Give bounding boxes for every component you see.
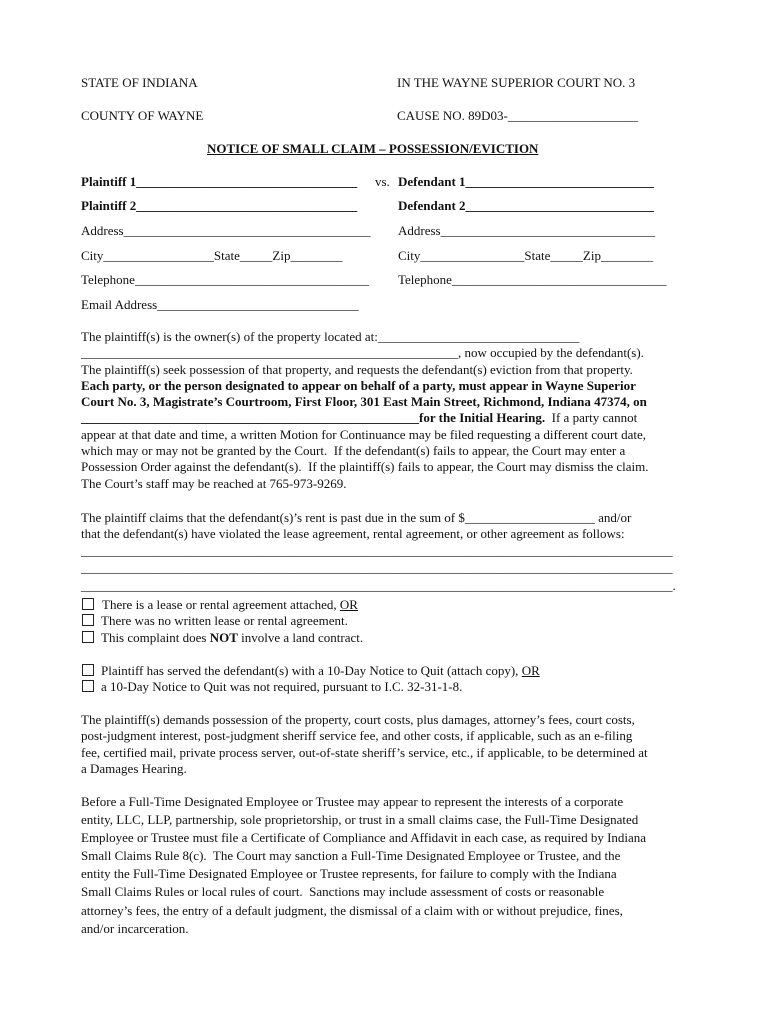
designated-line: and/or incarceration. [81,920,189,936]
continuance-line: appear at that date and time, a written Motion for Continuance may be filed requesting a different court date, [81,426,647,442]
rent-line: that the defendant(s) have violated the lease agreement, rental agreement, or other agreement as follows: [81,526,625,542]
form-title: NOTICE OF SMALL CLAIM – POSSESSION/EVICTION [207,141,539,156]
defendant-telephone-field[interactable]: Telephone_________________________________ [398,272,667,287]
damages-line: a Damages Hearing. [81,760,187,776]
state-label: STATE OF INDIANA [81,75,198,90]
notice-not-required-label: a 10-Day Notice to Quit was not required, pursuant to I.C. 32-31-1-8. [101,679,463,694]
damages-line: fee, certified mail, private process server, out-of-state sheriff’s service, etc., if applicable, to be determined at [81,744,648,760]
cause-number-field[interactable]: CAUSE NO. 89D03-____________________ [397,108,638,123]
designated-line: Before a Full-Time Designated Employee or Trustee may appear to represent the interests of a corporate [81,794,624,809]
defendant-city-field[interactable]: City________________State_____Zip________ [398,248,653,263]
plaintiff2-field[interactable]: Plaintiff 2__________________________________ [81,198,358,213]
designated-line: Employee or Trustee must file a Certificate of Compliance and Affidavit in each case, as required by Indiana [81,830,647,846]
violation-blank-line[interactable]: ___________________________________________________________________________________________. [81,577,676,593]
continuance-line: Possession Order against the defendant(s). If the plaintiff(s) fails to appear, the Court may dismiss the claim. [81,459,649,475]
property-line[interactable]: __________________________________________________________, now occupied by the defendant(s). [81,345,644,361]
hearing-date-field[interactable]: ____________________________________________________for the Initial Hearing. [81,410,546,426]
damages-line: post-judgment interest, post-judgment sheriff service fee, and other costs, if applicable, such as an e-filing [81,728,633,744]
plaintiff1-field[interactable]: Plaintiff 1__________________________________ [81,174,358,189]
lease-attached-checkbox[interactable] [82,598,94,610]
notice-not-required-checkbox[interactable] [82,680,94,692]
violation-blank-line[interactable]: ___________________________________________________________________________________________ [81,542,673,558]
property-line: The plaintiff(s) seek possession of that property, and requests the defendant(s) eviction from that property. [81,361,633,377]
appearance-notice-line: Each party, or the person designated to appear on behalf of a party, must appear in Wayne Superior [81,377,636,393]
appearance-notice-line: Court No. 3, Magistrate’s Courtroom, First Floor, 301 East Main Street, Richmond, Indiana 47374, on [81,394,647,410]
property-paragraph [81,329,691,492]
plaintiff-address-field[interactable]: Address______________________________________ [81,223,371,238]
court-phone-line: The Court’s staff may be reached at 765-973-9269. [81,475,347,491]
damages-paragraph [81,712,691,777]
defendant-address-field[interactable]: Address_________________________________ [398,223,656,238]
plaintiff-telephone-field[interactable]: Telephone____________________________________ [81,272,369,287]
defendant1-field[interactable]: Defendant 1_____________________________ [398,174,655,189]
continuance-line: which may or may not be granted by the Court. If the defendant(s) fails to appear, the Court may enter a [81,443,626,459]
rent-paragraph [81,510,691,594]
vs-label: vs. [375,174,390,189]
notice-served-label: Plaintiff has served the defendant(s) with a 10-Day Notice to Quit (attach copy), OR [101,663,540,678]
rent-amount-line[interactable]: The plaintiff claims that the defendant(s)’s rent is past due in the sum of $____________________ and/or [81,510,632,525]
designated-employee-paragraph [81,794,691,939]
damages-line: The plaintiff(s) demands possession of the property, court costs, plus damages, attorney’s fees, court costs, [81,712,635,727]
lease-attached-label: There is a lease or rental agreement attached, OR [99,597,358,612]
no-lease-checkbox[interactable] [82,614,94,626]
cannot-appear-text: If a party cannot [545,410,638,426]
designated-line: Small Claims Rules or local rules of court. Sanctions may include assessment of costs or reasonable [81,884,605,900]
county-label: COUNTY OF WAYNE [81,108,204,123]
court-label: IN THE WAYNE SUPERIOR COURT NO. 3 [397,75,636,90]
designated-line: entity, LLC, LLP, partnership, sole proprietorship, or trust in a small claims case, the Full-Time Designated [81,812,639,828]
email-field[interactable]: Email Address_______________________________ [81,297,359,312]
designated-line: attorney’s fees, the entry of a default judgment, the dismissal of a claim with or without prejudice, fines, [81,902,623,918]
no-lease-label: There was no written lease or rental agreement. [101,613,348,628]
no-land-contract-checkbox[interactable] [82,631,94,643]
no-land-contract-label: This complaint does NOT involve a land contract. [101,630,364,645]
notice-served-checkbox[interactable] [82,664,94,676]
property-line[interactable]: The plaintiff(s) is the owner(s) of the property located at:_______________________________ [81,329,580,344]
defendant2-field[interactable]: Defendant 2_____________________________ [398,198,655,213]
violation-blank-line[interactable]: ___________________________________________________________________________________________ [81,560,673,576]
designated-line: Small Claims Rule 8(c). The Court may sanction a Full-Time Designated Employee or Trustee, and the [81,848,621,864]
designated-line: entity the Full-Time Designated Employee or Trustee represents, for failure to comply with the Indiana [81,866,617,882]
plaintiff-city-field[interactable]: City_________________State_____Zip________ [81,248,343,263]
